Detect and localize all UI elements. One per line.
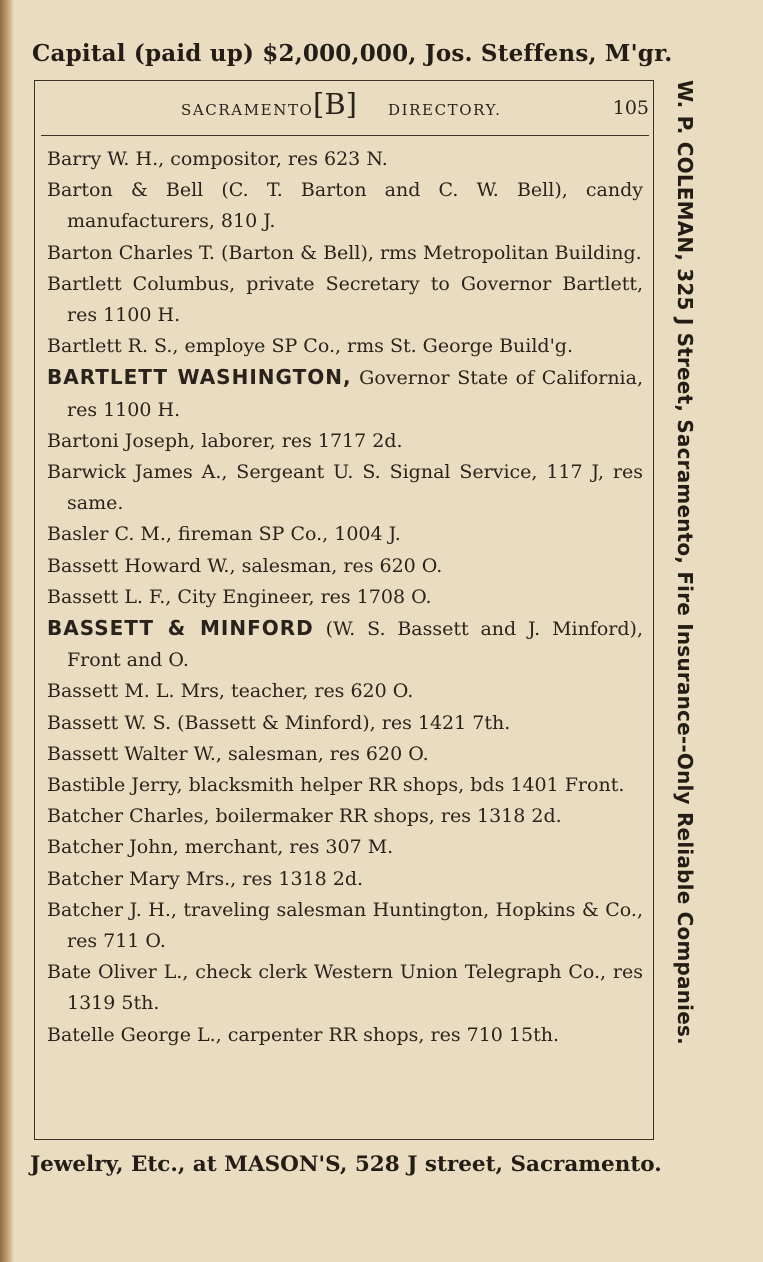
entry-text: (C. T. Barton and C. W. Bell), candy manufacturers, 810 J. bbox=[67, 179, 644, 233]
directory-entry bbox=[47, 426, 643, 457]
directory-entry bbox=[47, 801, 643, 832]
side-advertisement-text: W. P. COLEMAN, 325 J Street, Sacramento, Fire Insurance--Only Reliable Companies. bbox=[673, 80, 697, 1045]
running-head-section: DIRECTORY. bbox=[388, 101, 502, 119]
entry-name: Bassett W. S. bbox=[47, 711, 172, 734]
entry-text: res 1318 2d. bbox=[242, 867, 364, 890]
entry-name: Bartlett Columbus, bbox=[47, 272, 236, 295]
entry-text: employe SP Co., rms St. George Build'g. bbox=[184, 335, 574, 358]
directory-entry bbox=[47, 708, 643, 739]
entry-text: laborer, res 1717 2d. bbox=[201, 429, 403, 452]
top-advertisement: Capital (paid up) $2,000,000, Jos. Steffens, M'gr. bbox=[32, 40, 673, 67]
directory-page-frame bbox=[34, 80, 654, 1140]
entry-text: Sergeant U. S. Signal Service, 117 J, res same. bbox=[67, 461, 643, 515]
bottom-advertisement: Jewelry, Etc., at MASON'S, 528 J street, Sacramento. bbox=[30, 1152, 662, 1177]
page-binding-edge bbox=[0, 0, 14, 1262]
entry-text: salesman, res 620 O. bbox=[241, 554, 443, 577]
entry-text: fireman SP Co., 1004 J. bbox=[178, 523, 401, 546]
directory-entry bbox=[47, 175, 643, 237]
directory-entry bbox=[47, 613, 643, 676]
entry-text: blacksmith helper RR shops, bds 1401 Front. bbox=[188, 774, 625, 797]
directory-entry bbox=[47, 457, 643, 519]
directory-entry bbox=[47, 331, 643, 362]
directory-entry bbox=[47, 1020, 643, 1051]
entry-name: BARTLETT WASHINGTON, bbox=[47, 365, 352, 390]
entry-name: Barton & Bell bbox=[47, 179, 204, 202]
entry-name: Bate Oliver L., bbox=[47, 961, 189, 984]
side-advertisement bbox=[667, 80, 703, 1150]
entry-name: Barton Charles T. bbox=[47, 241, 215, 264]
entry-name: Bartoni Joseph, bbox=[47, 429, 196, 452]
entry-name: Barry W. H., bbox=[47, 148, 165, 170]
running-head-place: SACRAMENTO bbox=[181, 101, 314, 119]
directory-entry bbox=[47, 864, 643, 895]
running-head-letter: [B] bbox=[313, 87, 357, 121]
entry-name: Bastible Jerry, bbox=[47, 774, 183, 797]
directory-entry bbox=[47, 739, 643, 770]
directory-entry bbox=[47, 832, 643, 863]
directory-entry bbox=[47, 362, 643, 425]
entry-name: Batelle George L., bbox=[47, 1023, 222, 1046]
entry-name: Batcher J. H., bbox=[47, 898, 177, 921]
entry-name: Bartlett R. S., bbox=[47, 335, 179, 358]
entry-text: teacher, res 620 O. bbox=[230, 680, 414, 703]
entry-name: BASSETT & MINFORD bbox=[47, 616, 314, 641]
entry-name: Basler C. M., bbox=[47, 523, 172, 546]
page-number: 105 bbox=[612, 97, 649, 119]
entry-name: Barwick James A., bbox=[47, 461, 228, 484]
directory-entry bbox=[47, 676, 643, 707]
entry-text: (Barton & Bell), rms Metropolitan Building. bbox=[221, 241, 642, 264]
directory-entry bbox=[47, 770, 643, 801]
entry-text: compositor, res 623 N. bbox=[170, 148, 388, 170]
entry-name: Batcher Mary Mrs., bbox=[47, 867, 237, 890]
entry-text: traveling salesman Huntington, Hopkins & Co., res 711 O. bbox=[67, 898, 643, 953]
entry-name: Bassett M. L. Mrs, bbox=[47, 680, 225, 703]
directory-entry bbox=[47, 519, 643, 550]
entry-text: City Engineer, res 1708 O. bbox=[177, 585, 432, 608]
header-rule bbox=[41, 135, 649, 136]
entry-text: (W. S. Bassett and J. Minford), Front and O. bbox=[67, 618, 643, 672]
entry-name: Bassett Howard W., bbox=[47, 554, 236, 577]
directory-entry bbox=[47, 269, 643, 331]
directory-entry bbox=[47, 144, 643, 175]
directory-entry bbox=[47, 957, 643, 1019]
entry-text: boilermaker RR shops, res 1318 2d. bbox=[215, 805, 562, 828]
entry-text: salesman, res 620 O. bbox=[227, 742, 429, 765]
directory-entry bbox=[47, 582, 643, 613]
entry-text: carpenter RR shops, res 710 15th. bbox=[227, 1023, 560, 1046]
entry-text: private Secretary to Governor Bartlett, res 1100 H. bbox=[67, 272, 644, 327]
entry-name: Batcher Charles, bbox=[47, 805, 210, 828]
directory-entry bbox=[47, 895, 643, 957]
entry-text: merchant, res 307 M. bbox=[184, 836, 394, 859]
directory-entries bbox=[47, 144, 643, 1051]
entry-text: check clerk Western Union Telegraph Co., res 1319 5th. bbox=[67, 961, 643, 1015]
entry-name: Bassett L. F., bbox=[47, 585, 172, 608]
entry-text: (Bassett & Minford), res 1421 7th. bbox=[177, 711, 511, 734]
entry-name: Batcher John, bbox=[47, 836, 179, 859]
directory-entry bbox=[47, 238, 643, 269]
entry-text: Governor State of California, res 1100 H. bbox=[67, 367, 643, 421]
entry-name: Bassett Walter W., bbox=[47, 742, 222, 765]
directory-entry bbox=[47, 551, 643, 582]
